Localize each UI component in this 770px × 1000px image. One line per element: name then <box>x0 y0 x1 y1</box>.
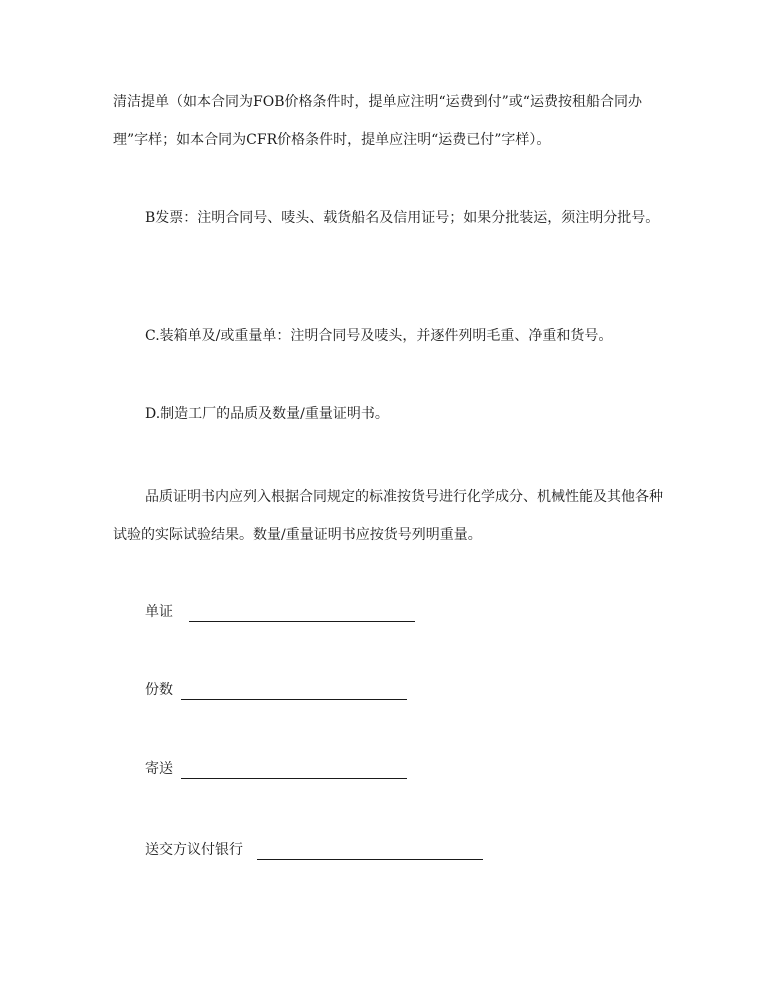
field-bank-label: 送交方议付银行 <box>145 842 243 858</box>
field-documents <box>145 602 415 622</box>
paragraph-factory-certificate: D.制造工厂的品质及数量/重量证明书。 <box>145 406 389 422</box>
field-documents-blank[interactable] <box>189 603 415 622</box>
field-bank-blank[interactable] <box>257 841 483 860</box>
paragraph-quality-certificate: 品质证明书内应列入根据合同规定的标准按货号进行化学成分、机械性能及其他各种试验的实际试验结果。数量/重量证明书应按货号列明重量。 <box>113 489 663 543</box>
field-send-label: 寄送 <box>145 761 173 777</box>
field-send-blank[interactable] <box>181 760 407 779</box>
field-copies-label: 份数 <box>145 682 173 698</box>
paragraph-packing-list: C.装箱单及/或重量单：注明合同号及唛头，并逐件列明毛重、净重和货号。 <box>145 328 613 344</box>
field-copies <box>145 680 407 700</box>
paragraph-invoice: B发票：注明合同号、唛头、载货船名及信用证号；如果分批装运，须注明分批号。 <box>145 210 660 226</box>
field-send <box>145 759 407 779</box>
paragraph-clean-bill-of-lading: 清洁提单（如本合同为FOB价格条件时，提单应注明“运费到付”或“运费按租船合同办理”字样；如本合同为CFR价格条件时，提单应注明“运费已付”字样）。 <box>113 94 642 148</box>
field-documents-label: 单证 <box>145 604 173 620</box>
field-copies-blank[interactable] <box>181 681 407 700</box>
field-negotiating-bank <box>145 840 483 860</box>
